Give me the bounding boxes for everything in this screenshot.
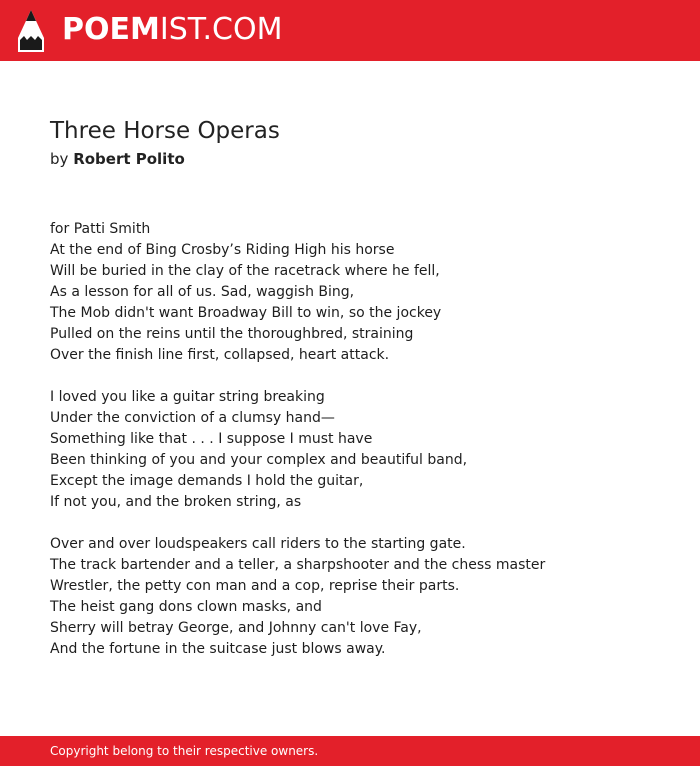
poem-line: Under the conviction of a clumsy hand— (50, 410, 335, 426)
stanza-gap (50, 366, 670, 387)
poem-author[interactable]: Robert Polito (73, 150, 185, 168)
poem-line: At the end of Bing Crosby’s Riding High his horse (50, 242, 395, 258)
poem-line: The track bartender and a teller, a sharpshooter and the chess master (50, 557, 546, 573)
by-label: by (50, 150, 69, 168)
poem-line: for Patti Smith (50, 221, 151, 237)
poem-line: The Mob didn't want Broadway Bill to win, so the jockey (50, 305, 442, 321)
poem-line: Except the image demands I hold the guitar, (50, 473, 364, 489)
poem-byline (50, 148, 185, 170)
site-logo[interactable] (62, 12, 282, 48)
poem-title: Three Horse Operas (50, 118, 280, 144)
stanza-1 (50, 219, 670, 366)
poem-line: Been thinking of you and your complex and beautiful band, (50, 452, 468, 468)
poem-line: If not you, and the broken string, as (50, 494, 302, 510)
poem-line: Wrestler, the petty con man and a cop, reprise their parts. (50, 578, 460, 594)
poem-body (50, 219, 670, 660)
site-footer (0, 736, 700, 766)
pencil-tip-icon[interactable] (18, 10, 44, 52)
poem-line: The heist gang dons clown masks, and (50, 599, 322, 615)
poem-line: Pulled on the reins until the thoroughbred, straining (50, 326, 414, 342)
poem-line: Over and over loudspeakers call riders to the starting gate. (50, 536, 466, 552)
logo-light-text: IST.COM (159, 12, 283, 47)
poem-line: As a lesson for all of us. Sad, waggish Bing, (50, 284, 355, 300)
poem-line: Sherry will betray George, and Johnny can't love Fay, (50, 620, 422, 636)
site-header (0, 0, 700, 61)
poem-line: Something like that . . . I suppose I must have (50, 431, 373, 447)
poem-line: Will be buried in the clay of the racetrack where he fell, (50, 263, 440, 279)
poem-line: Over the finish line first, collapsed, heart attack. (50, 347, 390, 363)
stanza-2 (50, 387, 670, 513)
copyright-text: Copyright belong to their respective owners. (50, 744, 319, 758)
logo-bold-text: POEM (62, 12, 160, 47)
poem-line: And the fortune in the suitcase just blows away. (50, 641, 386, 657)
stanza-gap (50, 513, 670, 534)
stanza-3 (50, 534, 670, 660)
poem-line: I loved you like a guitar string breaking (50, 389, 325, 405)
